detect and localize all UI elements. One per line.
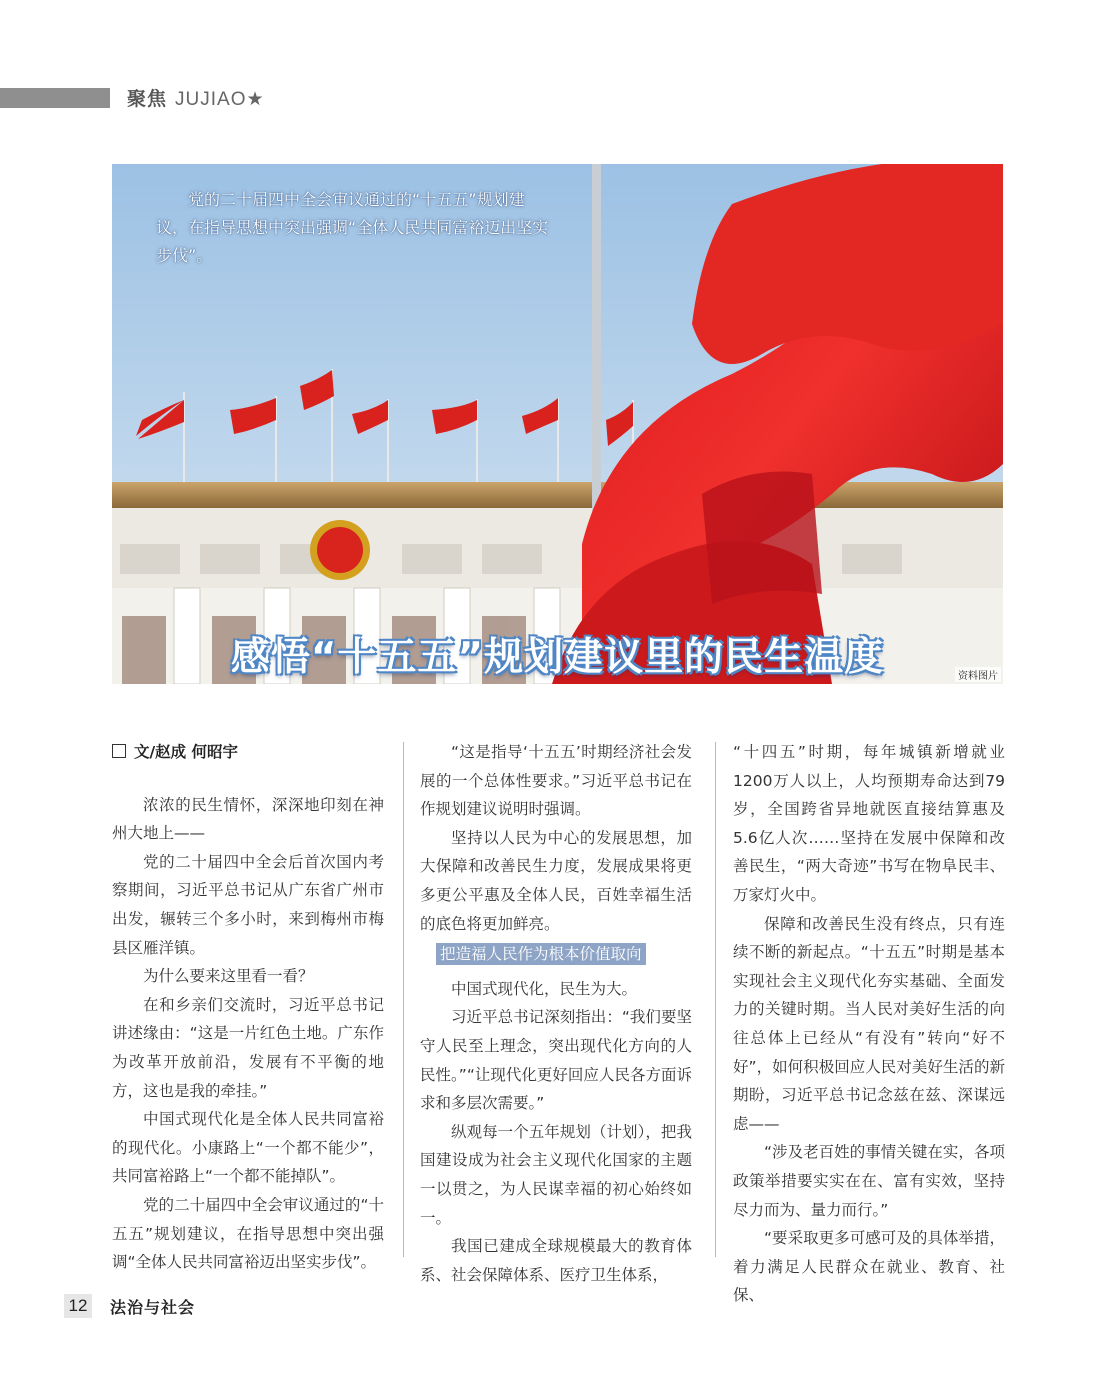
paragraph: “十四五”时期，每年城镇新增就业1200万人以上，人均预期寿命达到79岁，全国跨省异地就医直接结算惠及5.6亿人次……坚持在发展中保障和改善民生，“两大奇迹”书写在物阜民丰、万家灯火中。 — [733, 743, 1005, 904]
paragraph: 党的二十届四中全会审议通过的“十五五”规划建议，在指导思想中突出强调“全体人民共同富裕迈出坚实步伐”。 — [112, 1195, 384, 1272]
paragraph: 习近平总书记深刻指出：“我们要坚守人民至上理念，突出现代化方向的人民性。”“让现代化更好回应人民各方面诉求和多层次需要。” — [420, 1008, 692, 1113]
hero-image — [112, 164, 1003, 684]
paragraph: 在和乡亲们交流时，习近平总书记讲述缘由：“这是一片红色土地。广东作为改革开放前沿，发展有不平衡的地方，这也是我的牵挂。” — [112, 995, 384, 1100]
paragraph: “涉及老百姓的事情关键在实，各项政策举措要实实在在、富有实效，坚持尽力而为、量力而行。” — [733, 1143, 1005, 1219]
paragraph: “要采取更多可感可及的具体举措，着力满足人民群众在就业、教育、社保、 — [733, 1229, 1005, 1305]
header-bar — [0, 88, 110, 108]
subheading-text: 把造福人民作为根本价值取向 — [436, 943, 646, 965]
column-divider — [403, 742, 404, 1257]
section-subheading — [436, 940, 692, 969]
paragraph: 中国式现代化，民生为大。 — [451, 979, 638, 998]
paragraph: 中国式现代化是全体人民共同富裕的现代化。小康路上“一个都不能少”，共同富裕路上“一个都不能掉队”。 — [112, 1110, 384, 1186]
paragraph: 党的二十届四中全会后首次国内考察期间，习近平总书记从广东省广州市出发，辗转三个多小时，来到梅州市梅县区雁洋镇。 — [112, 852, 384, 957]
column-divider — [715, 742, 716, 1257]
paragraph: “这是指导‘十五五’时期经济社会发展的一个总体性要求。”习近平总书记在作规划建议说明时强调。 — [420, 743, 692, 819]
section-label-zh: 聚焦 — [127, 88, 168, 110]
square-icon — [112, 744, 126, 758]
publication-name: 法治与社会 — [110, 1298, 196, 1317]
paragraph: 保障和改善民生没有终点，只有连续不断的新起点。“十五五”时期是基本实现社会主义现代化夯实基础、全面发力的关键时期。当人民对美好生活的向往总体上已经从“有没有”转向“好不好”，如何积极回应人民对美好生活的新期盼，习近平总书记念兹在兹、深谋远虑—— — [733, 914, 1005, 1133]
paragraph: 坚持以人民为中心的发展思想，加大保障和改善民生力度，发展成果将更多更公平惠及全体人民，百姓幸福生活的底色将更加鲜亮。 — [420, 828, 692, 933]
paragraph: 浓浓的民生情怀，深深地印刻在神州大地上—— — [112, 795, 384, 843]
article-title: 感悟“十五五”规划建议里的民生温度 — [230, 635, 885, 680]
article-column-3 — [733, 738, 1005, 1310]
article-column-2 — [420, 738, 692, 1289]
article-column-1 — [112, 738, 384, 1277]
byline-text: 文/赵成 何昭宇 — [134, 743, 239, 761]
hero-caption: 党的二十届四中全会审议通过的“十五五”规划建议，在指导思想中突出强调“全体人民共同富裕迈出坚实步伐”。 — [156, 190, 549, 265]
section-label-en: JUJIAO★ — [175, 89, 265, 110]
paragraph: 我国已建成全球规模最大的教育体系、社会保障体系、医疗卫生体系， — [420, 1237, 692, 1284]
section-label — [127, 84, 265, 111]
paragraph: 为什么要来这里看一看？ — [143, 967, 314, 986]
paragraph: 纵观每一个五年规划（计划），把我国建设成为社会主义现代化国家的主题一以贯之，为人民谋幸福的初心始终如一。 — [420, 1122, 692, 1227]
photo-credit: 资料图片 — [955, 667, 1001, 682]
page-number: 12 — [64, 1294, 92, 1318]
byline — [112, 738, 384, 767]
